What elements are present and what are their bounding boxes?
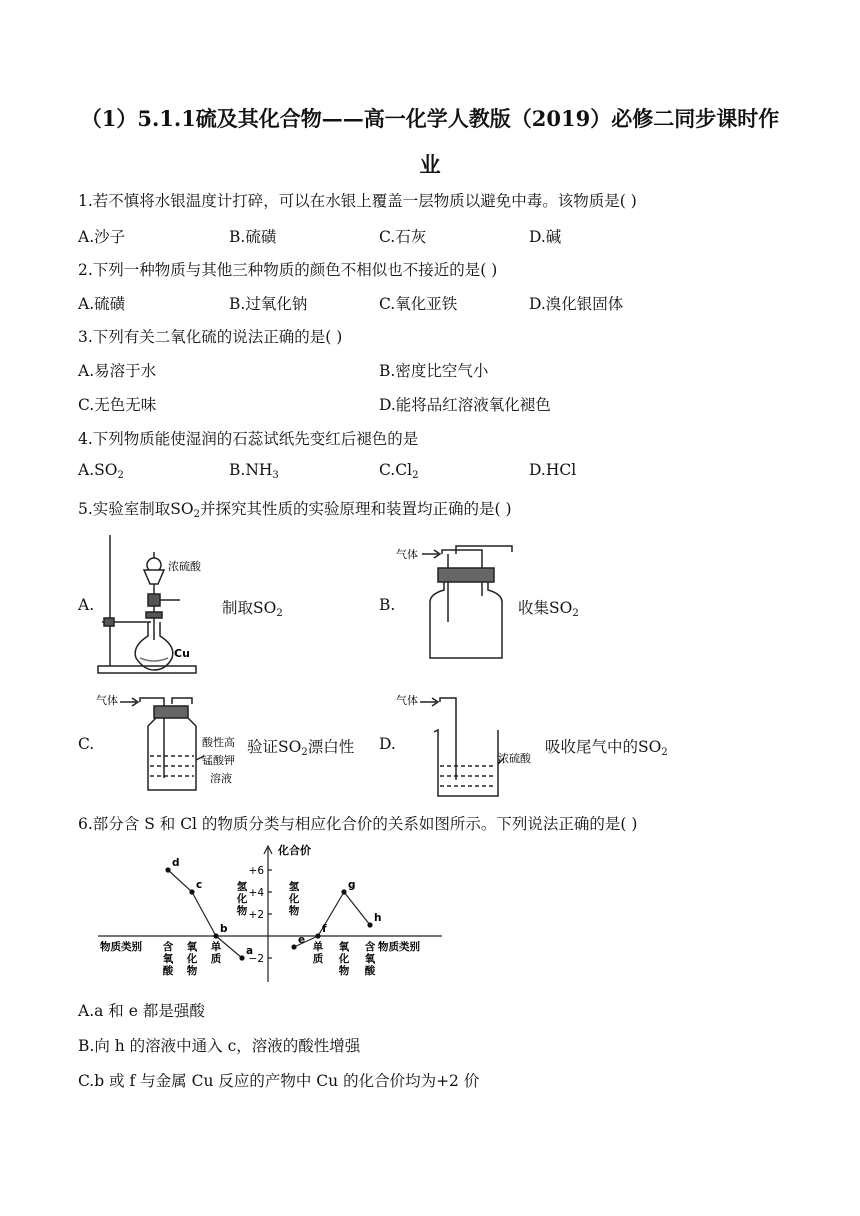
q2-option-b: B.过氧化钠	[229, 295, 308, 313]
caption-text: 验证	[247, 738, 279, 756]
data-point-label: a	[246, 945, 254, 957]
formula-subscript: 2	[276, 608, 283, 619]
x-category-label: 质	[210, 953, 222, 965]
center-category-label: 物	[288, 905, 300, 917]
y-tick-label: +2	[248, 909, 264, 921]
caption-text: 收集	[518, 599, 550, 617]
formula: SO	[94, 461, 118, 479]
formula: SO	[638, 738, 662, 756]
formula: SO	[549, 599, 573, 617]
left-axis-label: 物质类别	[100, 941, 142, 953]
option-letter: B.	[229, 461, 246, 479]
flask-label-cu: Cu	[174, 647, 190, 660]
data-point	[341, 889, 346, 894]
q4-option-b	[229, 461, 279, 481]
option-letter: C.	[379, 461, 396, 479]
q3-option-b: B.密度比空气小	[379, 362, 489, 380]
q6-option-c: C.b 或 f 与金属 Cu 反应的产物中 Cu 的化合价均为+2 价	[78, 1072, 480, 1090]
q1-option-d: D.碱	[529, 228, 562, 246]
x-category-label: 酸	[364, 965, 376, 977]
formula: NH	[245, 461, 273, 479]
q5-option-b-caption	[518, 596, 579, 619]
q5-option-c-caption	[247, 735, 354, 758]
center-category-label: 化	[236, 893, 248, 905]
data-point	[239, 955, 244, 960]
series-segment	[168, 870, 192, 892]
x-category-label: 物	[186, 965, 198, 977]
x-category-label: 质	[312, 953, 324, 965]
solution-label-2: 锰酸钾	[202, 754, 235, 767]
flask-label-acid: 浓硫酸	[168, 560, 201, 573]
y-tick-label: +6	[248, 865, 264, 877]
q5-option-d-letter: D.	[379, 735, 396, 753]
question-6-stem: 6.部分含 S 和 Cl 的物质分类与相应化合价的关系如图所示。下列说法正确的是( )	[78, 815, 638, 833]
q5-option-d-caption	[545, 735, 668, 758]
caption-text: 吸收尾气中的	[545, 738, 639, 756]
formula: HCl	[545, 461, 577, 479]
x-category-label: 物	[338, 965, 350, 977]
valence-chart	[92, 842, 452, 990]
data-point-label: g	[348, 879, 356, 891]
formula-subscript: 2	[661, 747, 668, 758]
x-category-label: 氧	[338, 941, 350, 953]
x-category-label: 氧	[364, 953, 376, 965]
beaker-label-acid: 浓硫酸	[498, 752, 531, 765]
center-category-label: 氢	[236, 881, 248, 893]
q1-option-b: B.硫磺	[229, 228, 277, 246]
q5-option-a-caption	[222, 596, 283, 619]
gas-label: 气体	[396, 694, 418, 707]
q5-option-a-letter: A.	[78, 596, 95, 614]
formula-subscript: 2	[301, 747, 308, 758]
q5-option-c-letter: C.	[78, 735, 95, 753]
x-category-label: 含	[364, 941, 376, 953]
x-category-label: 单	[312, 941, 324, 953]
q2-option-c: C.氧化亚铁	[379, 295, 458, 313]
data-point	[315, 933, 320, 938]
question-4-stem: 4.下列物质能使湿润的石蕊试纸先变红后褪色的是	[78, 430, 419, 448]
apparatus-beaker-figure	[394, 690, 544, 802]
caption-text: 制取	[222, 599, 254, 617]
formula: SO	[278, 738, 302, 756]
data-point-label: f	[322, 923, 327, 935]
apparatus-gas-bottle-figure	[394, 540, 518, 666]
data-point-label: c	[196, 879, 203, 891]
right-axis-label: 物质类别	[378, 941, 420, 953]
x-category-label: 酸	[162, 965, 174, 977]
solution-label-1: 酸性高	[202, 736, 235, 749]
formula: Cl	[395, 461, 413, 479]
q6-option-b: B.向 h 的溶液中通入 c，溶液的酸性增强	[78, 1037, 361, 1055]
x-category-label: 含	[162, 941, 174, 953]
q2-option-d: D.溴化银固体	[529, 295, 624, 313]
question-1-stem: 1.若不慎将水银温度计打碎，可以在水银上覆盖一层物质以避免中毒。该物质是( )	[78, 192, 637, 210]
option-letter: A.	[78, 461, 95, 479]
formula-subscript: 2	[412, 470, 419, 481]
data-point-label: b	[220, 923, 228, 935]
formula-subscript: 3	[272, 470, 279, 481]
q4-option-d	[529, 461, 576, 479]
center-category-label: 物	[236, 905, 248, 917]
q1-option-a: A.沙子	[78, 228, 126, 246]
question-3-stem: 3.下列有关二氧化硫的说法正确的是( )	[78, 328, 343, 346]
question-2-stem: 2.下列一种物质与其他三种物质的颜色不相似也不接近的是( )	[78, 261, 498, 279]
data-point	[367, 922, 372, 927]
formula-subscript: 2	[117, 470, 124, 481]
data-point-label: d	[172, 857, 180, 869]
solution-label-3: 溶液	[210, 772, 232, 785]
data-point-label: h	[374, 912, 382, 924]
formula-subscript: 2	[193, 509, 200, 520]
formula-subscript: 2	[572, 608, 579, 619]
document-title	[70, 96, 790, 188]
series-segment	[192, 892, 216, 936]
formula: SO	[170, 500, 194, 518]
center-category-label: 氢	[288, 881, 300, 893]
data-point	[291, 944, 296, 949]
title-line-2: 业	[419, 152, 441, 177]
q3-option-d: D.能将品红溶液氧化褪色	[379, 396, 551, 414]
title-line-1: （1）5.1.1硫及其化合物——高一化学人教版（2019）必修二同步课时作	[80, 106, 780, 131]
q4-option-a	[78, 461, 124, 481]
q1-option-c: C.石灰	[379, 228, 427, 246]
question-5-stem	[78, 497, 512, 520]
stem-text: 并探究其性质的实验原理和装置均正确的是( )	[200, 500, 512, 518]
q6-option-a: A.a 和 e 都是强酸	[78, 1002, 205, 1020]
apparatus-flask-figure	[96, 530, 206, 678]
gas-label: 气体	[396, 548, 418, 561]
data-point	[165, 867, 170, 872]
center-category-label: 化	[288, 893, 300, 905]
chart-marks	[163, 857, 382, 977]
y-tick-label: −2	[248, 953, 264, 965]
x-category-label: 氧	[186, 941, 198, 953]
y-tick-label: +4	[248, 887, 264, 899]
x-category-label: 氧	[162, 953, 174, 965]
q3-option-c: C.无色无味	[78, 396, 157, 414]
caption-text: 漂白性	[307, 738, 355, 756]
x-category-label: 化	[338, 953, 350, 965]
data-point	[213, 933, 218, 938]
stem-text: 5.实验室制取	[78, 500, 171, 518]
series-segment	[344, 892, 370, 925]
q4-option-c	[379, 461, 418, 481]
x-category-label: 化	[186, 953, 198, 965]
q2-option-a: A.硫磺	[78, 295, 126, 313]
q5-option-b-letter: B.	[379, 596, 396, 614]
option-letter: D.	[529, 461, 546, 479]
gas-label: 气体	[96, 694, 118, 707]
data-point	[189, 889, 194, 894]
x-category-label: 单	[210, 941, 222, 953]
y-axis-label: 化合价	[278, 844, 311, 857]
formula: SO	[253, 599, 277, 617]
data-point-label: e	[298, 934, 306, 946]
q3-option-a: A.易溶于水	[78, 362, 157, 380]
